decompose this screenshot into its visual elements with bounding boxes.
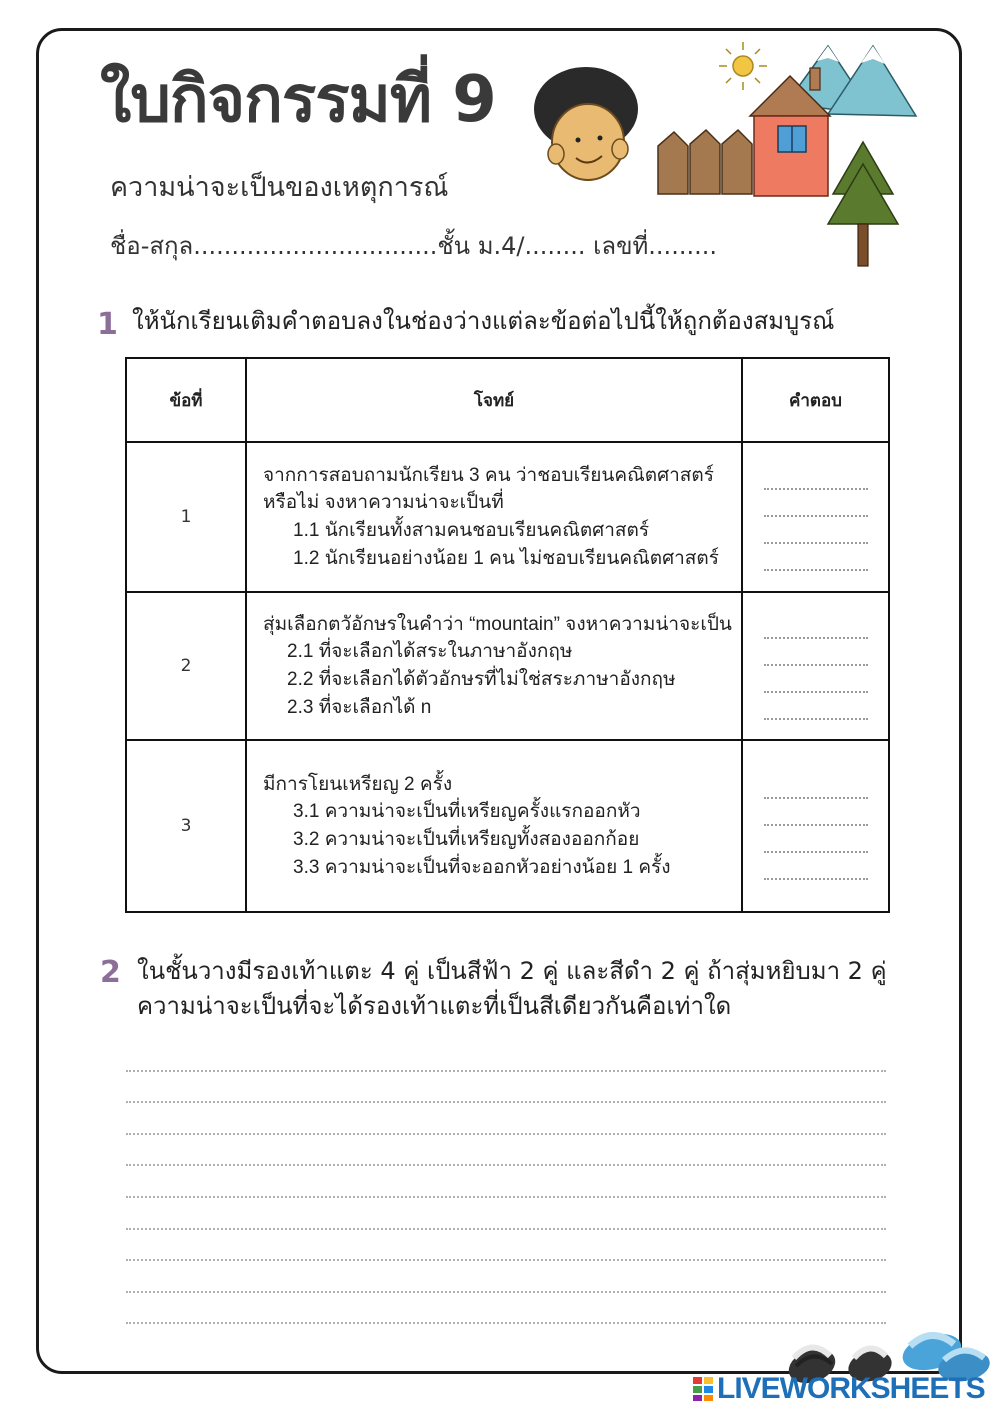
sub-question: 2.3 ที่จะเลือกได้ n bbox=[287, 696, 432, 718]
worksheet-subtitle: ความน่าจะเป็นของเหตุการณ์ bbox=[110, 172, 449, 203]
question-2-line-2: ความน่าจะเป็นที่จะได้รองเท้าแตะที่เป็นสีเดียวกันคือเท่าใด bbox=[137, 991, 732, 1020]
row-number: 2 bbox=[126, 592, 246, 740]
sun-icon bbox=[719, 42, 767, 90]
answer-cell bbox=[742, 740, 889, 912]
writing-line[interactable] bbox=[126, 1198, 886, 1230]
sub-question: 1.1 นักเรียนทั้งสามคนชอบเรียนคณิตศาสตร์ bbox=[293, 520, 650, 541]
answer-blank-1-2[interactable] bbox=[764, 490, 868, 517]
column-header-answer: คำตอบ bbox=[742, 358, 889, 442]
answer-blank-3-2[interactable] bbox=[764, 799, 868, 826]
question-1-instruction: ให้นักเรียนเติมคำตอบลงในช่องว่างแต่ละข้อต่อไปนี้ให้ถูกต้องสมบูรณ์ bbox=[132, 307, 835, 335]
question-2-number: 2 bbox=[100, 955, 121, 990]
answer-cell bbox=[742, 592, 889, 740]
sub-question: 1.2 นักเรียนอย่างน้อย 1 คน ไม่ชอบเรียนคณิตศาสตร์ bbox=[293, 547, 719, 569]
writing-line[interactable] bbox=[126, 1293, 886, 1325]
problem-line: มีการโยนเหรียญ 2 ครั้ง bbox=[263, 773, 453, 795]
row-number: 1 bbox=[126, 442, 246, 592]
question-2-text bbox=[137, 954, 897, 1024]
answer-blank-2-3[interactable] bbox=[764, 666, 868, 693]
boy-face-icon bbox=[534, 67, 638, 180]
table-header-row bbox=[126, 358, 889, 442]
writing-line[interactable] bbox=[126, 1135, 886, 1167]
table-row bbox=[126, 442, 889, 592]
row-number: 3 bbox=[126, 740, 246, 912]
question-2-line-1: ในชั้นวางมีรองเท้าแตะ 4 คู่ เป็นสีฟ้า 2 คู่ และสีดำ 2 คู่ ถ้าสุ่มหยิบมา 2 คู่ bbox=[137, 957, 887, 985]
writing-line[interactable] bbox=[126, 1166, 886, 1198]
answer-writing-area[interactable] bbox=[126, 1040, 886, 1324]
answer-blank-2-2[interactable] bbox=[764, 639, 868, 666]
sub-question: 3.1 ความน่าจะเป็นที่เหรียญครั้งแรกออกหัว bbox=[293, 801, 641, 823]
problem-line: จากการสอบถามนักเรียน 3 คน ว่าชอบเรียนคณิตศาสตร์ bbox=[263, 464, 714, 486]
problem-line: สุ่มเลือกตวัอักษรในคำว่า “mountain” จงหาความน่าจะเป็น bbox=[263, 613, 732, 635]
writing-line[interactable] bbox=[126, 1103, 886, 1135]
pine-tree-icon bbox=[828, 142, 898, 266]
fence-icon bbox=[658, 130, 752, 194]
answer-blank-2-1[interactable] bbox=[764, 612, 868, 639]
sub-question: 3.3 ความน่าจะเป็นที่จะออกหัวอย่างน้อย 1 ครั้ง bbox=[293, 856, 671, 878]
problem-text bbox=[246, 592, 742, 740]
worksheet-title: ใบกิจกรรมที่ 9 bbox=[100, 63, 496, 137]
problem-text bbox=[246, 740, 742, 912]
table-row bbox=[126, 740, 889, 912]
problem-text bbox=[246, 442, 742, 592]
column-header-problem: โจทย์ bbox=[246, 358, 742, 442]
liveworksheets-logo-icon bbox=[693, 1377, 713, 1401]
writing-line[interactable] bbox=[126, 1072, 886, 1104]
column-header-item-no: ข้อที่ bbox=[126, 358, 246, 442]
house-icon bbox=[750, 68, 830, 196]
crayon-illustration bbox=[528, 34, 918, 274]
answer-blank-3-3[interactable] bbox=[764, 826, 868, 853]
answer-blank-2-4[interactable] bbox=[764, 693, 868, 720]
problem-line: หรือไม่ จงหาความน่าจะเป็นที่ bbox=[263, 492, 504, 514]
answer-blank-1-3[interactable] bbox=[764, 517, 868, 544]
liveworksheets-text: LIVEWORKSHEETS bbox=[717, 1372, 985, 1405]
question-table bbox=[125, 357, 890, 913]
answer-blank-1-4[interactable] bbox=[764, 544, 868, 571]
liveworksheets-brand bbox=[693, 1374, 985, 1404]
writing-line[interactable] bbox=[126, 1230, 886, 1262]
writing-line[interactable] bbox=[126, 1040, 886, 1072]
answer-blank-1-1[interactable] bbox=[764, 463, 868, 490]
student-info-line: ชื่อ-สกุล................................ชั้น ม.4/........ เลขที่......... bbox=[110, 232, 717, 260]
sub-question: 2.2 ที่จะเลือกได้ตัวอักษรที่ไม่ใช่สระภาษาอังกฤษ bbox=[287, 669, 676, 690]
question-1-number: 1 bbox=[97, 307, 118, 342]
answer-blank-3-4[interactable] bbox=[764, 853, 868, 880]
writing-line[interactable] bbox=[126, 1261, 886, 1293]
sub-question: 3.2 ความน่าจะเป็นที่เหรียญทั้งสองออกก้อย bbox=[293, 829, 640, 850]
answer-blank-3-1[interactable] bbox=[764, 772, 868, 799]
table-row bbox=[126, 592, 889, 740]
sub-question: 2.1 ที่จะเลือกได้สระในภาษาอังกฤษ bbox=[287, 641, 573, 663]
answer-cell bbox=[742, 442, 889, 592]
